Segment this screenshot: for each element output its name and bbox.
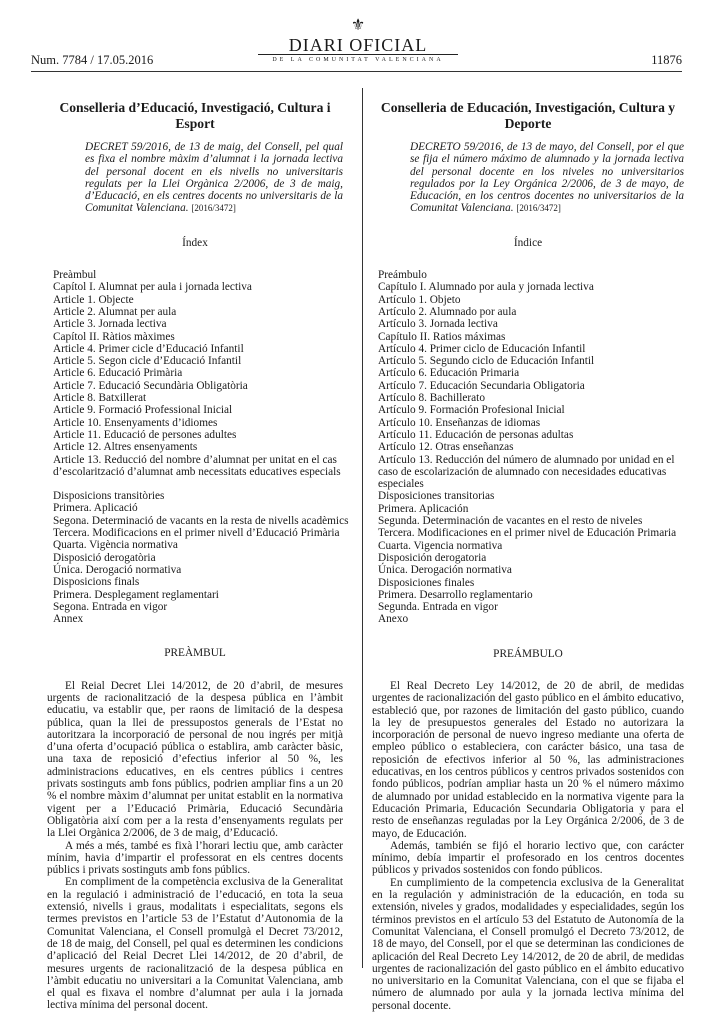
index-item: Capítol I. Alumnat per aula i jornada lectiva xyxy=(53,281,252,294)
index-item: Artículo 12. Otras enseñanzas xyxy=(378,441,514,454)
index-item: Capítulo II. Ratios máximas xyxy=(378,330,506,343)
index-item: Artículo 2. Alumnado por aula xyxy=(378,305,517,318)
masthead-title: DIARI OFICIAL xyxy=(258,36,458,55)
index-item: Primera. Aplicación xyxy=(378,502,469,515)
decree-summary xyxy=(85,141,343,215)
index-item: Capítulo I. Alumnado por aula y jornada lectiva xyxy=(378,281,594,294)
index-item: Article 3. Jornada lectiva xyxy=(53,318,167,331)
index-item: Artículo 10. Enseñanzas de idiomas xyxy=(378,416,541,429)
index-item: Segona. Entrada en vigor xyxy=(53,600,168,613)
index-item: Artículo 13. Reducción del número de alumnado por unidad en el caso de escolarización de alumnado con necesidades educativas especiales xyxy=(378,453,675,491)
index-item: Artículo 8. Bachillerato xyxy=(378,392,485,405)
preamble-paragraph: A més a més, també es fixà l’horari lectiu que, amb caràcter mínim, havia d’impartir el professorat en els centres docents públics i privats sostinguts amb fons públics. xyxy=(47,839,343,877)
index-item: Preàmbul xyxy=(53,269,97,282)
preamble-paragraph: En compliment de la competència exclusiva de la Generalitat en la regulació i administració de l’educació, en tota la seua extensió, nivells i graus, modalitats i especialitats, segons els termes previstos en l’article 53 de l’Estatut d’Autonomia de la Comunitat Valenciana, el Consell promulgà el Decret 73/2012, de 18 de maig, del Consell, pel qual es determinen les condicions d’aplicació del Reial Decret Llei 14/2012, de 20 d’abril, de mesures urgents de racionalització de la despesa pública en l’àmbit educatiu no universitari a la Comunitat Valenciana, amb el qual es fixava el nombre d’alumnat per aula i la jornada lectiva mínima del personal docent. xyxy=(47,876,343,1012)
index-item: Tercera. Modificaciones en el primer nivel de Educación Primaria xyxy=(378,527,677,540)
index-item: Primera. Desplegament reglamentari xyxy=(53,588,219,601)
index-item: Tercera. Modificacions en el primer nivell d’Educació Primària xyxy=(53,527,340,540)
index-item: Article 9. Formació Professional Inicial xyxy=(53,404,233,417)
index-item: Disposiciones transitorias xyxy=(378,490,495,503)
index-item: Article 12. Altres ensenyaments xyxy=(53,441,198,454)
index-item: Disposicions finals xyxy=(53,576,140,589)
index-item: Artículo 1. Objeto xyxy=(378,293,461,306)
page-number: 11876 xyxy=(651,53,682,67)
decree-text: DECRETO 59/2016, de 13 de mayo, del Consell, por el que se fija el número máximo de alumnado y la jornada lectiva del personal docente en los niveles no universitarios regulados por la Ley Orgánica 2/2006, de 3 de mayo, de Educación, en los centros docentes no universitarios de la Comunitat Valenciana. xyxy=(410,141,684,215)
decree-ref: [2016/3472] xyxy=(191,203,236,214)
index-item: Article 11. Educació de persones adultes xyxy=(53,428,237,441)
preamble-paragraph: Además, también se fijó el horario lectivo que, con carácter mínimo, debía impartir el profesorado en los centros docentes públicos y privados sostenidos con fondo públicos. xyxy=(372,839,684,877)
index-item: Annex xyxy=(53,613,84,626)
index-item: Capítol II. Ràtios màximes xyxy=(53,330,175,343)
department-title: Conselleria d’Educació, Investigació, Cultura i Esport xyxy=(59,100,331,131)
index-list xyxy=(53,269,349,626)
preamble-paragraph: En cumplimiento de la competencia exclusiva de la Generalitat en la regulación y administración de la educación, en toda su extensión, niveles y grados, modalidades y especialidades, según los términos previstos en el artículo 53 del Estatuto de Autonomía de la Comunitat Valenciana, el Consell promulgó el Decreto 73/2012, de 18 de mayo, del Consell, por el que se determinan las condiciones de aplicación del Real Decreto Ley 14/2012, de 20 de abril, de medidas urgentes de racionalización del gasto público en el ámbito educativo no universitario en la Comunitat Valenciana, con el que se fijaba el número de alumnado por aula y la jornada lectiva mínima del personal docente. xyxy=(372,876,684,1012)
index-item: Artículo 3. Jornada lectiva xyxy=(378,318,498,331)
index-item: Cuarta. Vigencia normativa xyxy=(378,539,503,552)
decree-ref: [2016/3472] xyxy=(516,203,561,214)
index-item: Artículo 4. Primer ciclo de Educación Infantil xyxy=(378,342,586,355)
index-item: Article 8. Batxillerat xyxy=(53,392,147,405)
index-item: Única. Derogació normativa xyxy=(53,563,182,576)
index-list xyxy=(378,269,684,626)
index-title: Índice xyxy=(513,236,543,249)
index-item: Artículo 7. Educación Secundaria Obligatoria xyxy=(378,379,585,392)
index-title: Índex xyxy=(182,236,208,249)
index-item: Artículo 9. Formación Profesional Inicial xyxy=(378,404,565,417)
preamble-paragraph: El Reial Decret Llei 14/2012, de 20 d’abril, de mesures urgents de racionalització de la despesa pública en l’àmbit educatiu, va establir que, per raons de limitació de la despesa pública, quan la llei de pressupostos generals de l’Estat no autoritzara la incorporació de personal de nou ingrés per mitjà d’una oferta d’ocupació pública o establira, amb caràcter bàsic, una taxa de reposició d’efectius inferior al 50 %, les administracions educatives, en els centres públics i centres privats sostinguts amb fons públics, podrien ampliar fins a un 20 % el nombre màxim d’alumnat per unitat establit en la normativa vigent per a l’Educació Primària, Educació Secundària Obligatòria així com per a la resta d’ensenyaments regulats per la Llei Orgànica 2/2006, de 3 de maig, d’Educació. xyxy=(47,679,343,840)
decree-text: DECRET 59/2016, de 13 de maig, del Consell, pel qual es fixa el nombre màxim d’alumnat i la jornada lectiva del personal docent en els nivells no universitaris regulats per la Llei Orgànica 2/2006, de 3 de maig, d’Educació, en els centres docents no universitaris de la Comunitat Valenciana. xyxy=(85,141,343,215)
index-item: Article 13. Reducció del nombre d’alumnat per unitat en el cas d’escolarització d’alumnat amb necessitats educatives especials xyxy=(53,453,341,478)
index-item: Anexo xyxy=(378,613,409,626)
crest-icon: ⚜ xyxy=(350,17,366,34)
department-title: Conselleria de Educación, Investigación, Cultura y Deporte xyxy=(380,100,676,131)
masthead-logo xyxy=(258,18,458,63)
index-item: Artículo 6. Educación Primaria xyxy=(378,367,520,380)
header-rule xyxy=(31,71,682,72)
decree-summary xyxy=(410,141,684,215)
preamble-paragraph: El Real Decreto Ley 14/2012, de 20 de abril, de medidas urgentes de racionalización del gasto público en el ámbito educativo, estableció que, por razones de limitación del gasto público, cuando la ley de presupuestos generales del Estado no autorizara la incorporación de personal de nuevo ingreso mediante una oferta de empleo público o estableciera, con carácter básico, una tasa de reposición de efectivos inferior al 50 %, las administraciones educativas, en los centros públicos y centros privados sostenidos con fondo públicos, podrían ampliar hasta un 20 % el número máximo de alumnado por unidad establecido en la normativa vigente para la Educación Primaria, Educación Secundaria Obligatoria y para el resto de enseñanzas reguladas por la Ley Orgánica 2/2006, de 3 de mayo, de Educación. xyxy=(372,679,684,840)
column-valencian xyxy=(47,100,349,1012)
index-item: Artículo 5. Segundo ciclo de Educación Infantil xyxy=(378,355,595,368)
index-item: Article 4. Primer cicle d’Educació Infantil xyxy=(53,342,244,355)
index-item: Primera. Desarrollo reglamentario xyxy=(378,588,533,601)
issue-number: Num. 7784 / 17.05.2016 xyxy=(31,53,154,67)
column-divider xyxy=(362,88,363,968)
index-item: Disposición derogatoria xyxy=(378,551,487,564)
index-item: Única. Derogación normativa xyxy=(378,564,512,577)
index-item: Article 2. Alumnat per aula xyxy=(53,305,177,318)
index-item: Quarta. Vigència normativa xyxy=(53,539,178,552)
index-item: Disposicions transitòries xyxy=(53,490,165,503)
index-item: Article 1. Objecte xyxy=(53,293,134,306)
index-item: Preámbulo xyxy=(378,269,427,282)
preamble-title: PREÁMBULO xyxy=(493,647,563,660)
column-spanish xyxy=(372,100,684,1012)
index-item: Primera. Aplicació xyxy=(53,502,138,515)
index-item: Article 7. Educació Secundària Obligatòria xyxy=(53,379,248,392)
index-item: Disposiciones finales xyxy=(378,576,475,589)
index-item: Article 5. Segon cicle d’Educació Infantil xyxy=(53,355,242,368)
masthead-subtitle: DE LA COMUNITAT VALENCIANA xyxy=(272,57,444,63)
index-item: Article 10. Ensenyaments d’idiomes xyxy=(53,416,218,429)
index-item: Disposició derogatòria xyxy=(53,551,156,564)
index-item: Segunda. Entrada en vigor xyxy=(378,601,498,614)
preamble-title: PREÀMBUL xyxy=(164,647,226,660)
index-item: Artículo 11. Educación de personas adultas xyxy=(378,428,574,441)
index-item: Segunda. Determinación de vacantes en el resto de niveles xyxy=(378,515,643,528)
index-item: Article 6. Educació Primària xyxy=(53,367,183,380)
index-item: Segona. Determinació de vacants en la resta de nivells acadèmics xyxy=(53,514,349,527)
